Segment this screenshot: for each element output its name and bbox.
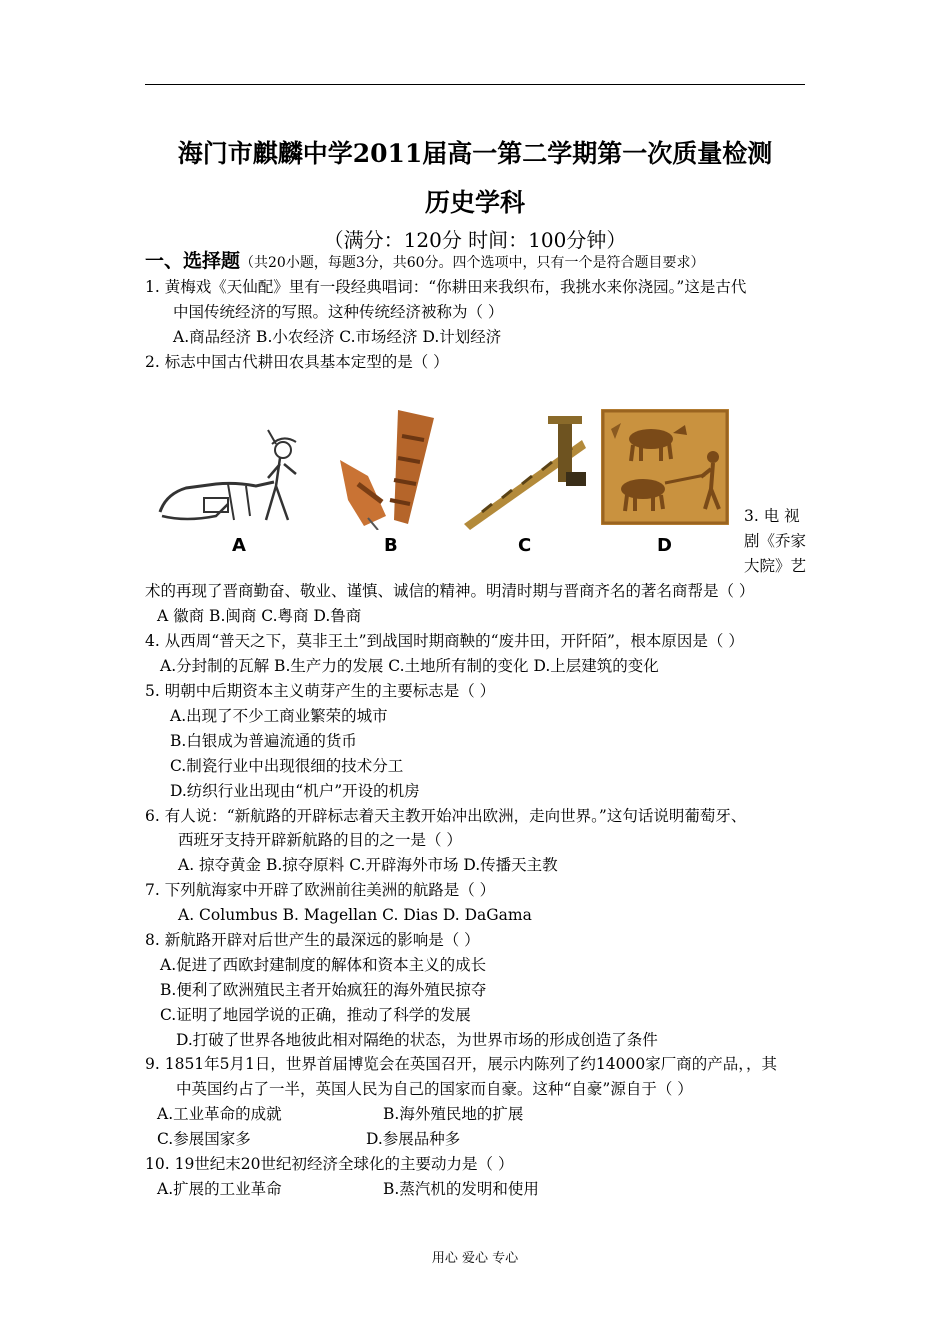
q3-side-text-3: 大院》艺: [744, 557, 807, 575]
q8-option-c: C.证明了地园学说的正确，推动了科学的发展: [160, 1006, 471, 1024]
plow-picture-a: [156, 424, 312, 532]
option-label-a: A: [232, 535, 246, 556]
q10-stem: 10. 19世纪末20世纪初经济全球化的主要动力是（ ）: [145, 1155, 514, 1173]
section-note: （共20小题，每题3分，共60分。四个选项中，只有一个是符合题目要求）: [240, 255, 705, 271]
score-time: （满分：120分 时间：100分钟）: [323, 228, 627, 252]
top-rule: [145, 84, 805, 85]
q5-option-d: D.纺织行业出现由“机户”开设的机房: [170, 782, 420, 800]
section-header: [145, 250, 705, 274]
q9-option-d: D.参展品种多: [366, 1130, 461, 1148]
plow-picture-c: [462, 412, 588, 530]
section-heading: 一、选择题: [145, 250, 241, 272]
q8-option-b: B.便利了欧洲殖民主者开始疯狂的海外殖民掠夺: [160, 981, 487, 999]
exam-title: 海门市麒麟中学2011届高一第二学期第一次质量检测: [177, 139, 773, 168]
q7-options: A. Columbus B. Magellan C. Dias D. DaGama: [178, 906, 532, 924]
q1-line1: 1. 黄梅戏《天仙配》里有一段经典唱词：“你耕田来我织布，我挑水来你浇园。”这是古代: [145, 278, 747, 296]
q9-option-c: C.参展国家多: [157, 1130, 251, 1148]
q4-options: A.分封制的瓦解 B.生产力的发展 C.土地所有制的变化 D.上层建筑的变化: [160, 657, 659, 675]
q3-options: A 徽商 B.闽商 C.粤商 D.鲁商: [157, 607, 362, 625]
q8-stem: 8. 新航路开辟对后世产生的最深远的影响是（ ）: [145, 931, 480, 949]
q5-option-a: A.出现了不少工商业繁荣的城市: [170, 707, 388, 725]
plow-picture-d: [601, 409, 729, 525]
q6-options: A. 掠夺黄金 B.掠夺原料 C.开辟海外市场 D.传播天主教: [178, 856, 558, 874]
q10-option-a: A.扩展的工业革命: [157, 1180, 282, 1198]
q9-option-b: B.海外殖民地的扩展: [383, 1105, 524, 1123]
q1-options: A.商品经济 B.小农经济 C.市场经济 D.计划经济: [173, 328, 502, 346]
plow-picture-b: [338, 406, 440, 530]
q5-option-b: B.白银成为普遍流通的货币: [170, 732, 357, 750]
q9-option-a: A.工业革命的成就: [157, 1105, 282, 1123]
subject-title: 历史学科: [424, 188, 525, 217]
q6-line1: 6. 有人说：“新航路的开辟标志着天主教开始冲出欧洲，走向世界。”这句话说明葡萄牙、: [145, 807, 747, 825]
q8-option-a: A.促进了西欧封建制度的解体和资本主义的成长: [160, 956, 487, 974]
q3-line: 术的再现了晋商勤奋、敬业、谨慎、诚信的精神。明清时期与晋商齐名的著名商帮是（ ）: [145, 582, 755, 600]
option-label-c: C: [518, 535, 532, 556]
page-footer: 用心 爱心 专心: [431, 1251, 519, 1266]
option-label-b: B: [384, 535, 398, 556]
q7-stem: 7. 下列航海家中开辟了欧洲前往美洲的航路是（ ）: [145, 881, 496, 899]
q6-line2: 西班牙支持开辟新航路的目的之一是（ ）: [178, 831, 462, 849]
q9-line1: 9. 1851年5月1日，世界首届博览会在英国召开，展示内陈列了约14000家厂商的产品，，其: [145, 1055, 777, 1073]
option-label-d: D: [657, 535, 672, 556]
q5-stem: 5. 明朝中后期资本主义萌芽产生的主要标志是（ ）: [145, 682, 496, 700]
q8-option-d: D.打破了世界各地彼此相对隔绝的状态，为世界市场的形成创造了条件: [176, 1031, 658, 1049]
q1-line2: 中国传统经济的写照。这种传统经济被称为（ ）: [173, 303, 504, 321]
q4-stem: 4. 从西周“普天之下，莫非王土”到战国时期商鞅的“废井田，开阡陌”，根本原因是（ ）: [145, 632, 744, 650]
q2-stem: 2. 标志中国古代耕田农具基本定型的是（ ）: [145, 353, 449, 371]
q9-line2: 中英国约占了一半，英国人民为自己的国家而自豪。这种“自豪”源自于（ ）: [176, 1080, 693, 1098]
q3-side-text-1: 3. 电 视: [744, 507, 800, 525]
q3-side-text-2: 剧《乔家: [744, 532, 807, 550]
q5-option-c: C.制瓷行业中出现很细的技术分工: [170, 757, 404, 775]
q10-option-b: B.蒸汽机的发明和使用: [383, 1180, 539, 1198]
